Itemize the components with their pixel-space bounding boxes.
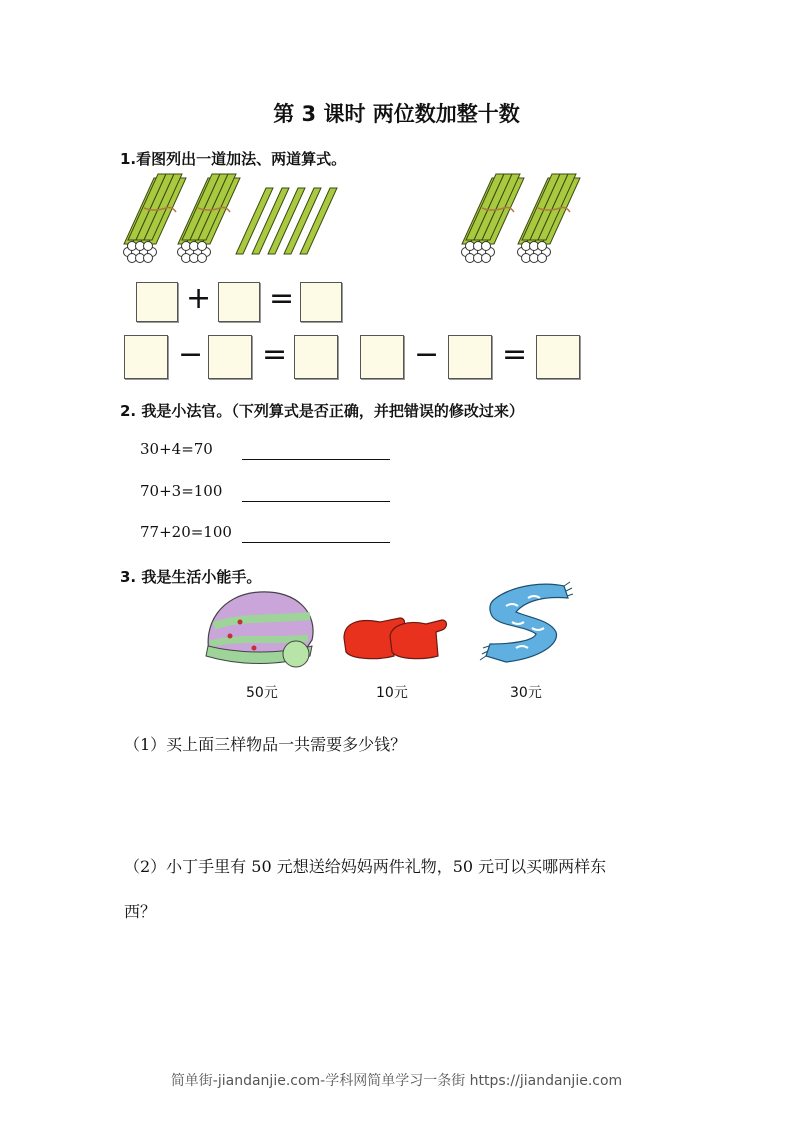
correction-line-3[interactable] (242, 542, 390, 543)
answer-box-8[interactable] (448, 335, 492, 379)
bundle-of-ten-2 (178, 174, 241, 263)
minus-sign-2: − (414, 337, 440, 372)
answer-box-6[interactable] (294, 335, 338, 379)
correction-line-1[interactable] (242, 459, 390, 460)
question-1-prompt: 1.看图列出一道加法、两道算式。 (120, 150, 347, 168)
equals-sign-3: = (502, 337, 528, 372)
bundle-of-ten-1 (124, 174, 187, 263)
equation-1: 30+4=70 (140, 440, 213, 458)
price-gloves: 10元 (376, 685, 408, 701)
bundle-of-ten-4 (518, 174, 581, 263)
equals-sign-2: = (262, 337, 288, 372)
gloves-icon (340, 612, 450, 662)
price-hat: 50元 (246, 685, 278, 701)
answer-box-2[interactable] (218, 282, 260, 322)
equation-3: 77+20=100 (140, 523, 232, 541)
bundle-of-ten-3 (462, 174, 525, 263)
question-2-prompt: 2. 我是小法官。（下列算式是否正确，并把错误的修改过来） (120, 402, 524, 420)
minus-sign-1: − (178, 337, 204, 372)
scarf-icon (476, 578, 576, 670)
answer-box-3[interactable] (300, 282, 342, 322)
hat-icon (200, 586, 330, 672)
price-scarf: 30元 (510, 685, 542, 701)
equation-2: 70+3=100 (140, 482, 223, 500)
correction-line-2[interactable] (242, 501, 390, 502)
question-3-prompt: 3. 我是生活小能手。 (120, 568, 262, 586)
answer-box-9[interactable] (536, 335, 580, 379)
sub-question-2-line-1: （2）小丁手里有 50 元想送给妈妈两件礼物，50 元可以买哪两样东 (124, 857, 607, 876)
sub-question-1: （1）买上面三样物品一共需要多少钱？ (124, 735, 407, 754)
sub-question-2-line-2: 西？ (124, 902, 157, 921)
plus-sign: + (186, 281, 212, 316)
answer-box-7[interactable] (360, 335, 404, 379)
answer-box-5[interactable] (208, 335, 252, 379)
footer-watermark: 简单街-jiandanjie.com-学科网简单学习一条街 https://jiandanjie.com (170, 1073, 623, 1089)
answer-box-1[interactable] (136, 282, 178, 322)
sticks-illustration (118, 168, 598, 273)
page-title: 第 3 课时 两位数加整十数 (273, 102, 520, 126)
answer-box-4[interactable] (124, 335, 168, 379)
equals-sign: = (269, 281, 295, 316)
